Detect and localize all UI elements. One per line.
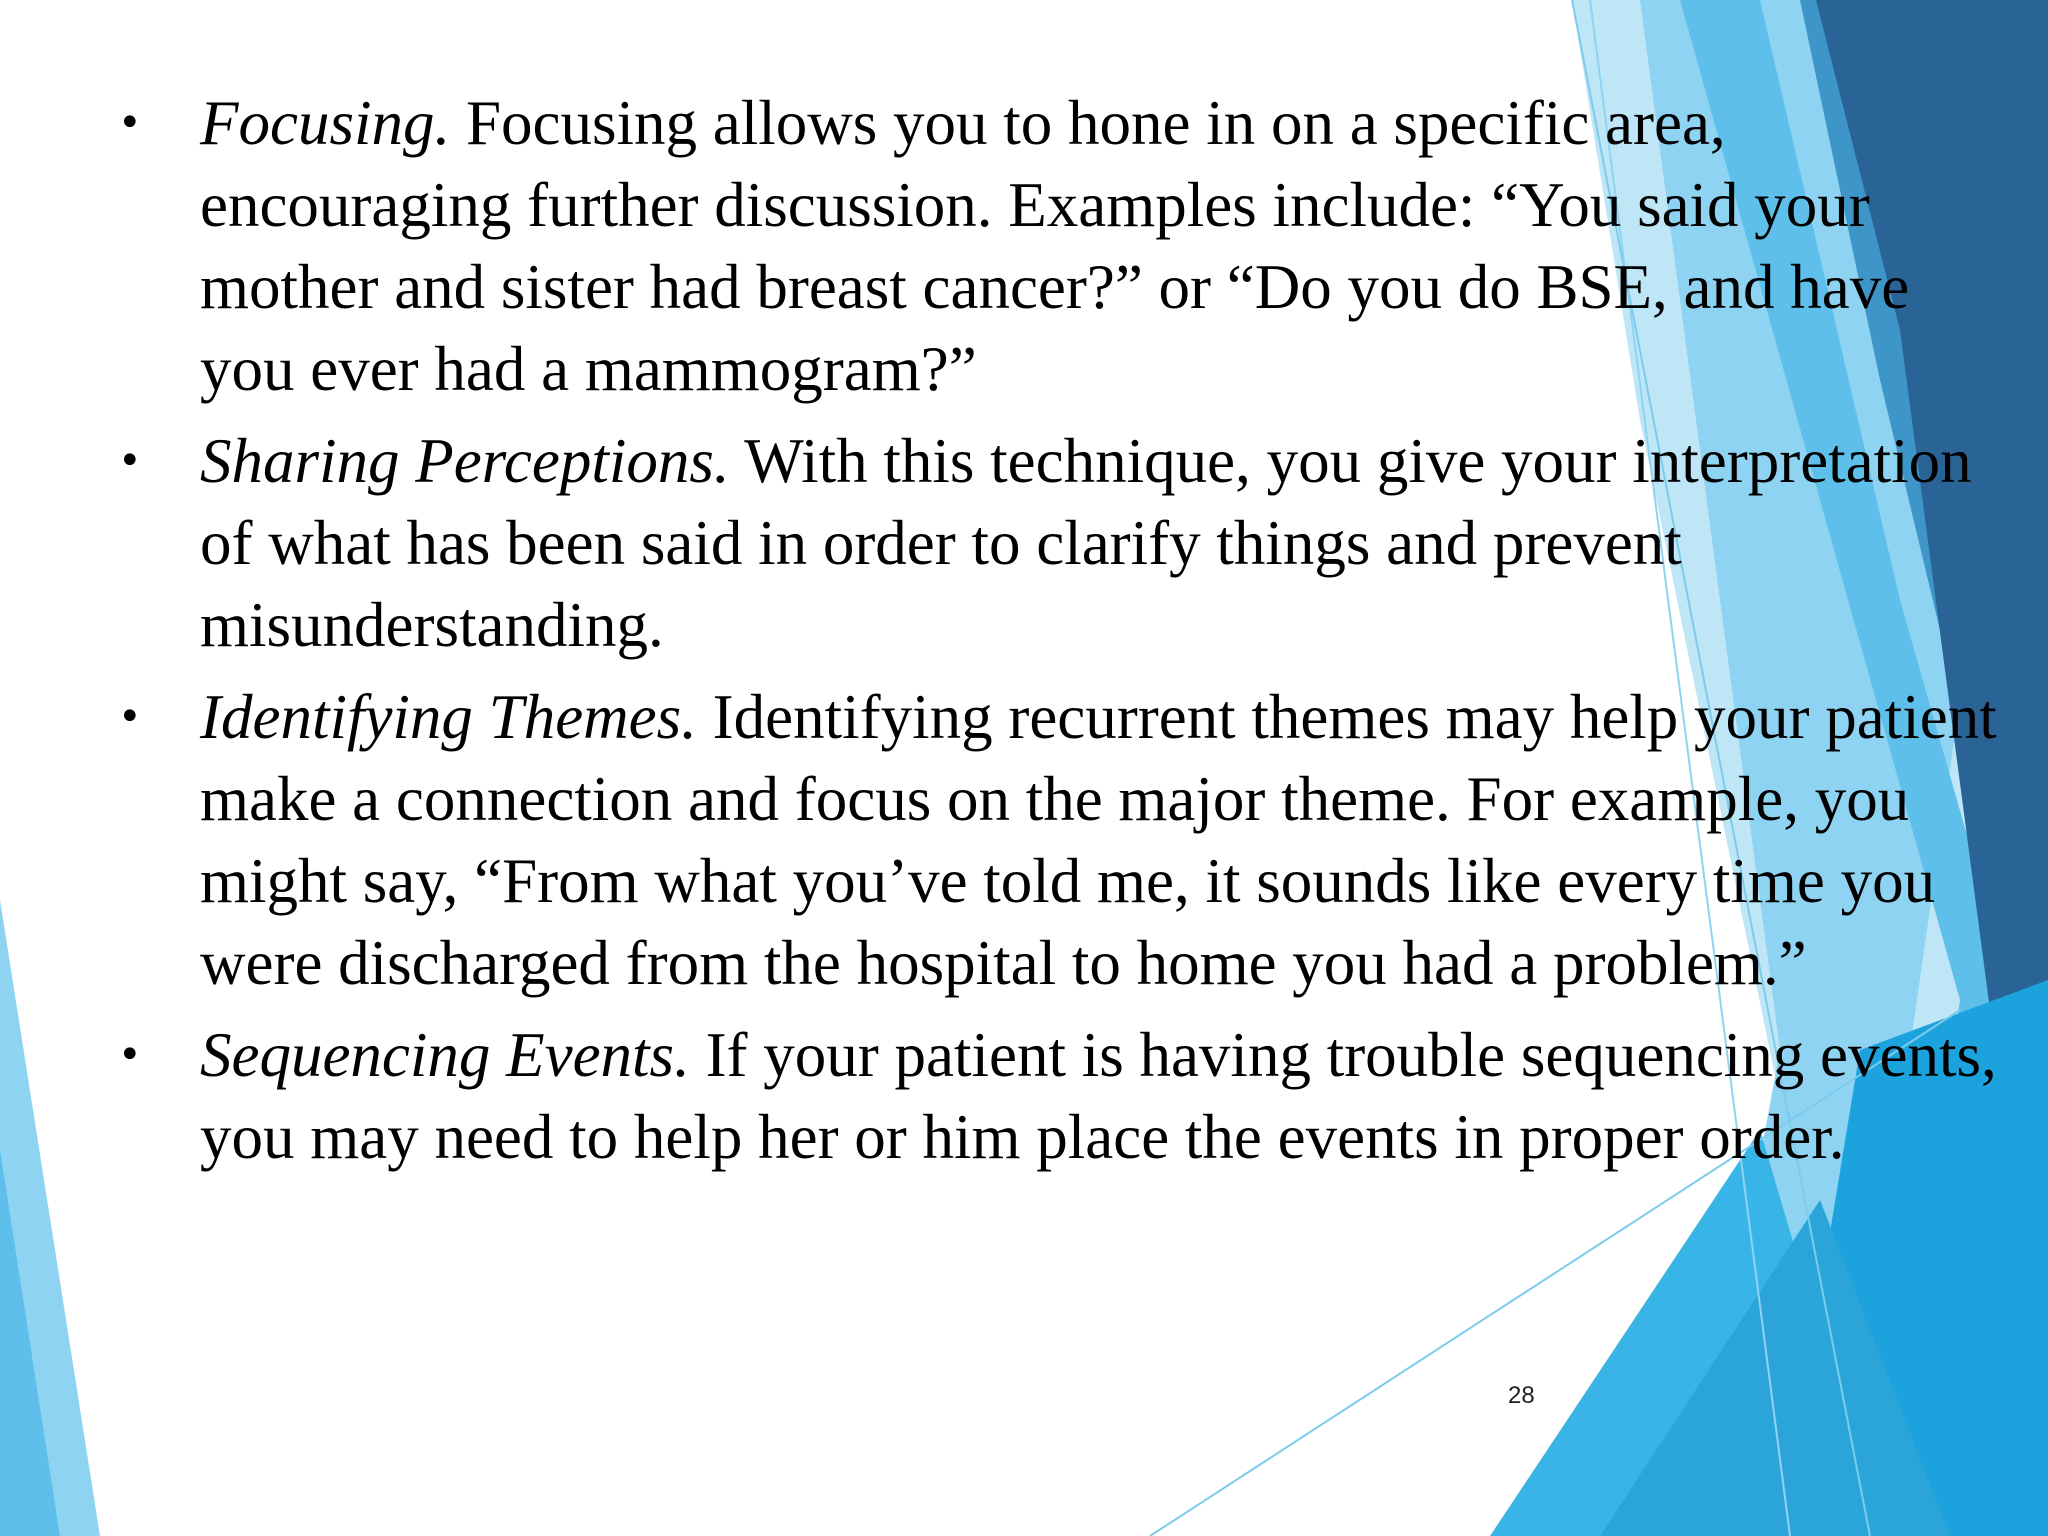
slide-content [118,82,1998,1188]
bullet-icon: • [118,694,142,740]
bullet-term: Identifying Themes. [200,682,697,752]
bullet-text: If your patient is having trouble sequencing events, you may need to help her or him place the events in proper order. [200,1020,1997,1172]
bullet-text: Focusing allows you to hone in on a specific area, encouraging further discussion. Examples include: “You said your mother and sister had breast cancer?” or “Do you do BSE, and have you ever had a mammogram?” [200,88,1910,404]
bullet-item-sequencing-events [118,1014,1998,1178]
bullet-icon: • [118,1032,142,1078]
bullet-term: Sequencing Events. [200,1020,690,1090]
bullet-item-identifying-themes [118,676,1998,1004]
bullet-item-focusing [118,82,1998,410]
page-number: 28 [1508,1382,1535,1409]
bullet-icon: • [118,438,142,484]
bullet-list [118,82,1998,1178]
bullet-text: With this technique, you give your interpretation of what has been said in order to clarify things and prevent misunderstanding. [200,426,1972,660]
bullet-text: Identifying recurrent themes may help your patient make a connection and focus on the major theme. For example, you might say, “From what you’ve told me, it sounds like every time you were discharged from the hospital to home you had a problem.” [200,682,1997,998]
bullet-icon: • [118,100,142,146]
bullet-item-sharing-perceptions [118,420,1998,666]
bullet-term: Focusing. [200,88,451,158]
bullet-term: Sharing Perceptions. [200,426,730,496]
